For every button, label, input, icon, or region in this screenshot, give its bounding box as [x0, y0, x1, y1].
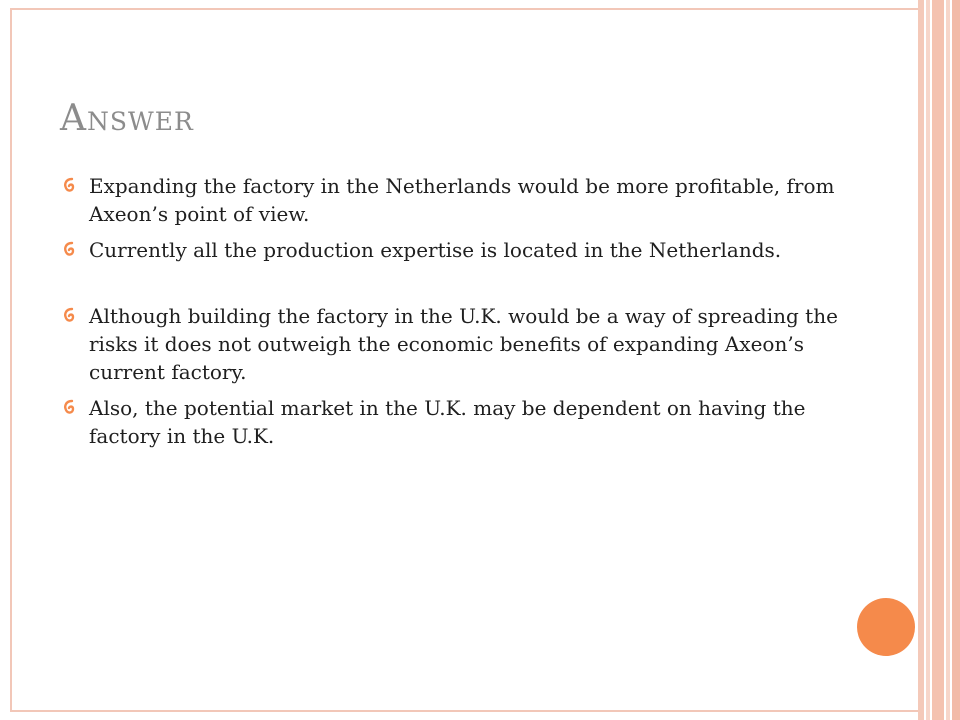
swirl-bullet-icon	[62, 306, 76, 326]
slide-title: Answer	[60, 98, 194, 139]
bullet-list	[60, 172, 860, 458]
bullet-text: Currently all the production expertise is located in the Netherlands.	[89, 238, 782, 262]
decorative-stripe	[952, 0, 960, 720]
decorative-stripe	[932, 0, 944, 720]
bullet-text: Although building the factory in the U.K. would be a way of spreading the risks it does not outweigh the economic benefits of expanding Axeon’s current factory.	[89, 304, 838, 384]
swirl-bullet-icon	[62, 176, 76, 196]
bullet-item	[60, 172, 860, 228]
bullet-text: Also, the potential market in the U.K. may be dependent on having the factory in the U.K.	[89, 396, 806, 448]
bullet-item	[60, 394, 860, 450]
bullet-text: Expanding the factory in the Netherlands would be more profitable, from Axeon’s point of view.	[89, 174, 835, 226]
decorative-stripe	[926, 0, 930, 720]
bullet-item	[60, 236, 860, 264]
decorative-stripe	[918, 0, 924, 720]
swirl-bullet-icon	[62, 398, 76, 418]
decorative-stripe	[946, 0, 950, 720]
bullet-item	[60, 302, 860, 386]
swirl-bullet-icon	[62, 240, 76, 260]
orange-circle-decoration	[857, 598, 915, 656]
